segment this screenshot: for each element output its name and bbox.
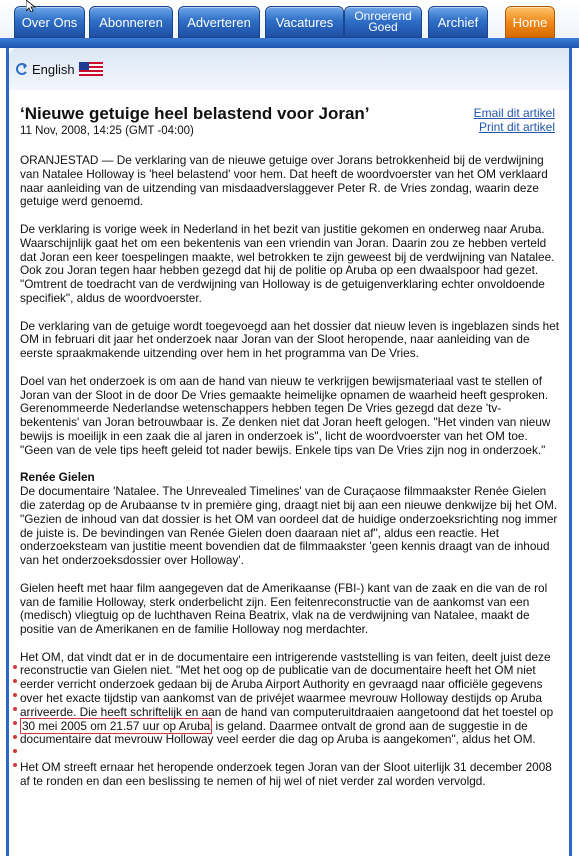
article-actions xyxy=(474,106,555,134)
tab-adverteren[interactable]: Adverteren xyxy=(178,6,260,38)
tab-over-ons[interactable]: Over Ons xyxy=(14,6,85,38)
tab-abonneren[interactable]: Abonneren xyxy=(89,6,173,38)
annotation-dots xyxy=(12,664,18,774)
article-paragraph: De verklaring van de getuige wordt toegevoegd aan het dossier dat nieuw leven is ingeblazen sinds het OM in februari dit jaar het onderzoek naar Joran van der Sloot heropende, naar aanleiding van de eerste spraakmakende uitzending over hem in het programma van De Vries. xyxy=(20,318,560,361)
article-date: 11 Nov, 2008, 14:25 (GMT -04:00) xyxy=(20,125,194,137)
us-flag-icon[interactable] xyxy=(79,62,103,76)
tab-archief[interactable]: Archief xyxy=(428,6,488,38)
language-label[interactable]: English xyxy=(32,61,75,77)
article-paragraph: Doel van het onderzoek is om aan de hand van nieuw te verkrijgen bewijsmateriaal vast te stellen of Joran van der Sloot in de door De Vries gemaakte heimelijke opnamen de waarheid heeft gesproken. Gerenommeerde Nederlandse wetenschappers hebben tegen De Vries gezegd dat deze 'tv-bekentenis' van Joran betrouwbaar is. Ze denken niet dat Joran heeft gelogen. "Het vinden van nieuw bewijs is moeilijk in een zaak die al jaren in onderzoek is", licht de woordvoerster van het OM toe. "Geen van de vele tips heeft geleid tot nader bewijs. Enkele tips van De Vries zijn nog in onderzoek." xyxy=(20,373,551,457)
refresh-icon xyxy=(16,62,28,76)
article-title: ‘Nieuwe getuige heel belastend voor Joran’ xyxy=(20,104,370,123)
article-subheading: Renée Gielen xyxy=(20,470,95,485)
highlight-after: is geland. Daarmee ontvalt de grond aan de suggestie in de documentaire dat mevrouw Holloway veel eerder die dag op Aruba is aangekomen", aldus het OM. xyxy=(20,718,536,747)
highlighted-date: 30 mei 2005 om 21.57 uur op Aruba xyxy=(22,718,211,733)
language-switch[interactable] xyxy=(16,58,103,80)
article-paragraph: ORANJESTAD — De verklaring van de nieuwe getuige over Jorans betrokkenheid bij de verdwijning van Natalee Holloway is 'heel belastend' voor hem. Dat heeft de woordvoerster van het OM verklaard naar aanleiding van de uitzending van misdaadverslaggever Peter R. de Vries zondag, waarin deze getuige werd genoemd. xyxy=(20,153,548,209)
tab-vacatures[interactable]: Vacatures xyxy=(265,6,344,38)
print-article-link[interactable]: Print dit artikel xyxy=(478,120,555,134)
highlight-before: Het OM, dat vindt dat er in de documentaire een intrigerende vaststelling is van feiten, deelt juist deze reconstructie van Gielen niet. "Met het oog op de publicatie van de documentaire heeft het OM niet eerder verricht onderzoek gedaan bij de Aruba Airport Authority en gevraagd naar officiële gegevens over het exacte tijdstip van aankomst van de privéjet waarmee mevrouw Holloway destijds op Aruba arriveerde. Die heeft schriftelijk en aan de hand van computeruitdraaien aangetoond dat het toestel op xyxy=(20,649,554,719)
article-paragraph: De verklaring is vorige week in Nederland in het bezit van justitie gekomen en onderweg naar Aruba. Waarschijnlijk gaat het om een bekentenis van een vriendin van Joran. Daarin zou ze hebben verteld dat Joran een keer toespelingen maakte, wel betrokken te zijn geweest bij de verdwijning van Natalee. Ook zou Joran tegen haar hebben gezegd dat hij de politie op Aruba op een dwaalspoor had gezet. "Omtrent de toedracht van de verdwijning van Holloway is de getuigenverklaring echter onvoldoende specifiek", aldus de woordvoerster. xyxy=(20,221,555,305)
article-paragraph: Gielen heeft met haar film aangegeven dat de Amerikaanse (FBI-) kant van de zaak en die van de rol van de familie Holloway, sterk onderbelicht zijn. Een feitenreconstructie van de aankomst van een (medisch) vliegtuig op de luchthaven Reina Beatrix, vlak na de verdwijning van Natalee, maakt de positie van de Amerikanen en de familie Holloway nog merdachter. xyxy=(20,580,548,637)
email-article-link[interactable]: Email dit artikel xyxy=(473,106,555,120)
tab-onroerend-goed[interactable]: Onroerend Goed xyxy=(344,6,422,38)
article-paragraph: De documentaire 'Natalee. The Unrevealed Timelines' van de Curaçaose filmmaakster Renée Gielen die zaterdag op de Arubaanse tv in première ging, draagt niet bij aan een nieuwe denkwijze bij het OM. "Gezien de inhoud van dat dossier is het OM van oordeel dat de huidige onderzoeksrichting nog immer de juiste is. De bevindingen van Renée Gielen doen daaraan niet af", aldus een reactie. Het onderzoeksteam van justitie meent bovendien dat de filmmaakster 'geen kennis draagt van de inhoud van het onderzoeksdossier over Holloway'. xyxy=(20,484,558,568)
article-paragraph: Het OM streeft ernaar het heropende onderzoek tegen Joran van der Sloot uiterlijk 31 december 2008 af te ronden en dan een beslissing te nemen of hij wel of niet verder zal worden vervolgd. xyxy=(20,760,552,788)
nav-underline-bar xyxy=(0,38,579,48)
mouse-cursor-icon xyxy=(26,0,36,12)
article-body xyxy=(20,154,560,802)
tab-home[interactable]: Home xyxy=(505,6,555,38)
article-paragraph-highlighted xyxy=(20,651,560,748)
